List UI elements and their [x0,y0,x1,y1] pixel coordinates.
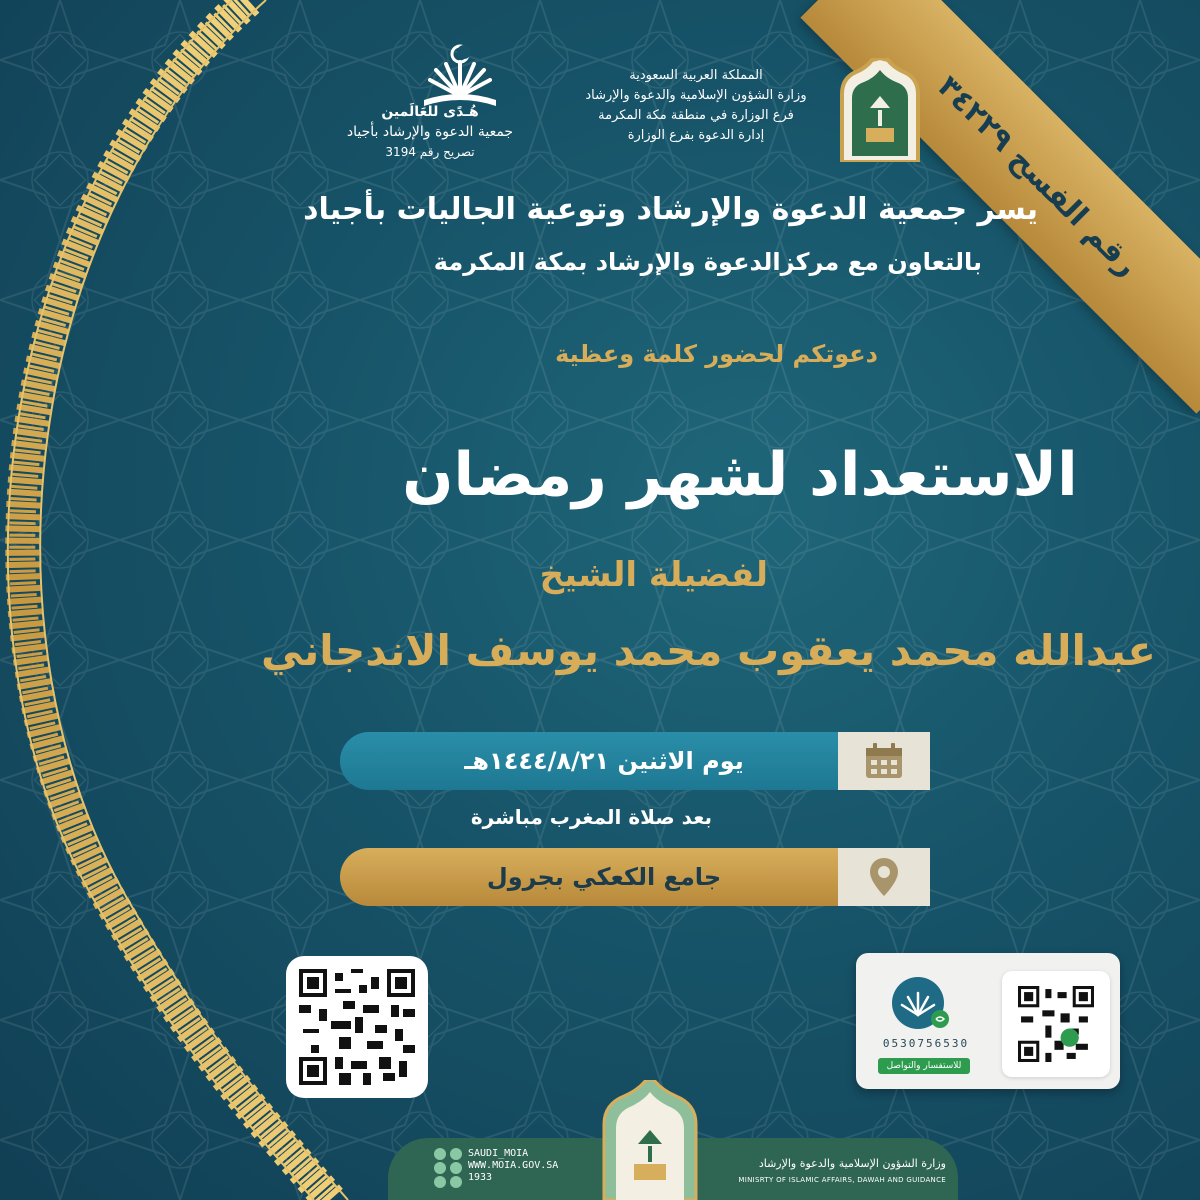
whatsapp-icon [931,1010,949,1028]
header-line-1: يسر جمعية الدعوة والإرشاد وتوعية الجاليات بأجياد [303,192,1038,227]
association-text [330,102,530,162]
footer-contact-text [468,1148,558,1184]
license-number: رقم الفسح ٣٤٢٢٩ [930,68,1146,284]
event-date: يوم الاثنين ١٤٤٤/٨/٢١هـ [464,747,744,775]
footer-ministry-text [706,1156,946,1188]
footer-ministry-en: MINISRTY OF ISLAMIC AFFAIRS, DAWAH AND GUIDANCE [738,1176,946,1184]
lecture-title: الاستعداد لشهر رمضان [402,440,1078,510]
place-icon-box [838,848,930,906]
contact-card [856,953,1120,1089]
qr-code-image[interactable] [299,969,415,1085]
event-place: جامع الكعكي بجرول [486,863,722,891]
contact-qr-code[interactable] [1002,971,1110,1077]
sheikh-name: عبدالله محمد يعقوب محمد يوسف الاندجاني [260,626,1156,675]
contact-cta-button[interactable]: للاستفسار والتواصل [878,1058,970,1074]
place-pill [340,848,930,906]
ministry-line-3: فرع الوزارة في منطقة مكة المكرمة [598,108,794,123]
ministry-logo [832,58,928,162]
location-pin-icon [869,857,899,897]
footer-ministry-badge [598,1080,702,1200]
footer-ministry-ar: وزارة الشؤون الإسلامية والدعوة والإرشاد [758,1157,946,1170]
invitation-text: دعوتكم لحضور كلمة وعظية [555,340,878,368]
instagram-icon[interactable] [450,1148,462,1160]
footer-site[interactable]: WWW.MOIA.GOV.SA [468,1160,559,1171]
calendar-icon [864,742,904,780]
contact-phone[interactable]: 0530756530 [882,1037,970,1050]
youtube-icon[interactable] [434,1162,446,1174]
ministry-line-2: وزارة الشؤون الإسلامية والدعوة والإرشاد [585,88,807,103]
association-permit: تصريح رقم 3194 [385,145,475,159]
twitter-icon[interactable] [434,1148,446,1160]
event-time: بعد صلاة المغرب مباشرة [470,805,712,829]
date-pill [340,732,930,790]
footer-handle[interactable]: SAUDI_MOIA [468,1148,529,1159]
association-small-logo [884,971,954,1033]
association-brand: هُـدًى للعَالَمين [381,104,479,120]
qr-code-image[interactable] [1018,986,1094,1062]
phone-icon[interactable] [450,1176,462,1188]
snapchat-icon[interactable] [450,1162,462,1174]
footer-social-icons [434,1148,462,1188]
footer-phone[interactable]: 1933 [468,1172,493,1183]
honorific-text: لفضيلة الشيخ [539,555,768,595]
header-line-2: بالتعاون مع مركزالدعوة والإرشاد بمكة المكرمة [433,248,982,276]
event-qr-code[interactable] [286,956,428,1098]
facebook-icon[interactable] [434,1176,446,1188]
ministry-line-1: المملكة العربية السعودية [629,68,763,83]
ministry-header-text [570,66,822,146]
date-icon-box [838,732,930,790]
association-name: جمعية الدعوة والإرشاد بأجياد [346,124,514,140]
ministry-line-4: إدارة الدعوة بفرع الوزارة [627,128,765,143]
